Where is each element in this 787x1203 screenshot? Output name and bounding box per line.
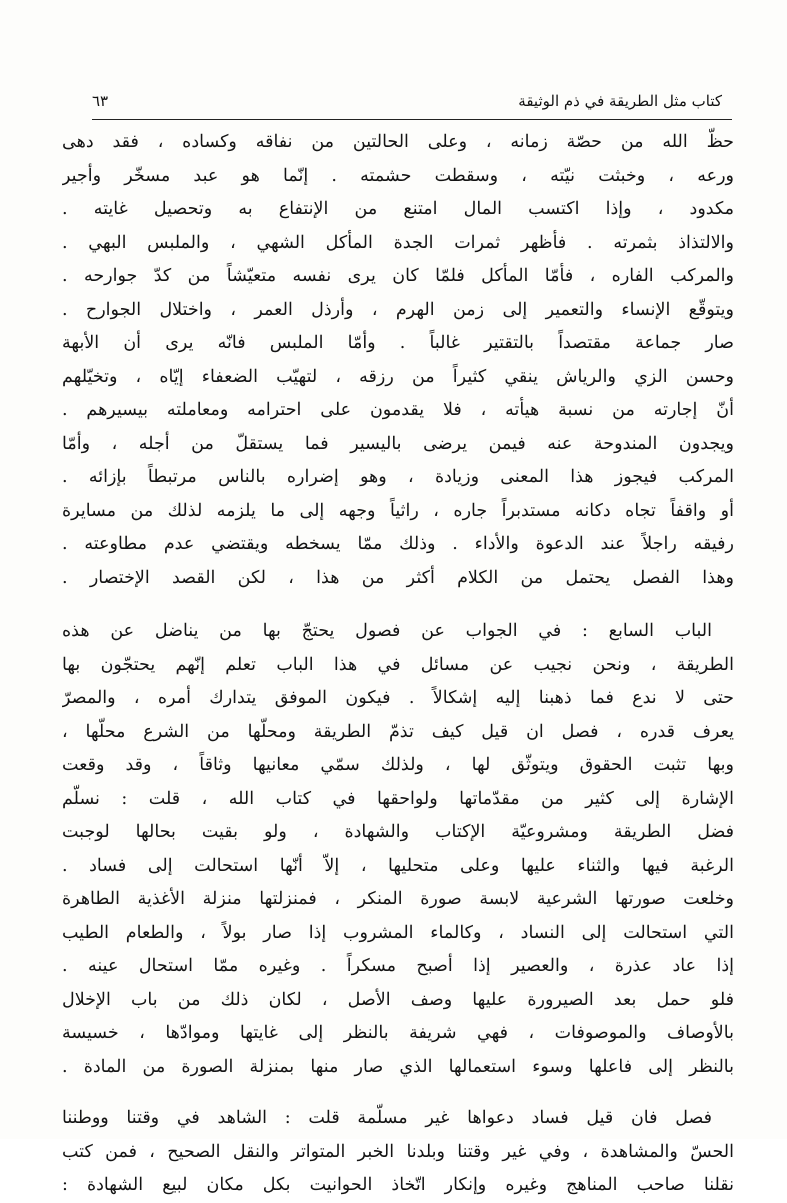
text-line: فصل فان قيل فساد دعواها غير مسلّمة قلت : الشاهد في وقتنا ووطننا xyxy=(62,1108,712,1128)
paragraph-2 xyxy=(62,615,734,1084)
text-line: ويتوقّع الإنساء والتعمير إلى زمن الهرم ، وأرذل العمر ، واختلال الجوارح . xyxy=(62,299,734,320)
paragraph-gap xyxy=(62,1084,734,1102)
text-line: وحسن الزي والرياش ينقي كثيراً من رزقه ، لتهيّب الضعفاء إيّاه ، وتخيّلهم xyxy=(62,366,734,387)
text-line: الحسّ والمشاهدة ، وفي غير وقتنا وبلدنا الخبر المتواتر والنقل الصحيح ، فمن كتب xyxy=(62,1141,734,1162)
text-line: الطريقة ، ونحن نجيب عن مسائل في هذا الباب تعلم إنّهم يحتجّون بها xyxy=(62,654,734,675)
paragraph-gap xyxy=(62,595,734,615)
text-line: والمركب الفاره ، فأمّا المأكل فلمّا كان يرى نفسه متعيّشاً من كدّ جوارحه . xyxy=(62,266,734,286)
header-rule xyxy=(92,119,732,120)
page-number: ٦٣ xyxy=(92,92,109,110)
body-text xyxy=(62,126,734,1203)
chapter-heading-line: الباب السابع : في الجواب عن فصول يحتجّ بها من يناضل عن هذه xyxy=(62,621,712,641)
text-line: بالأوصاف والموصوفات ، فهي شريفة بالنظر إلى غايتها وموادّها ، خسيسة xyxy=(62,1023,734,1043)
text-line: وهذا الفصل يحتمل من الكلام أكثر من هذا ، لكن القصد الإختصار . xyxy=(62,567,734,588)
paragraph-1 xyxy=(62,126,734,595)
text-line: وخلعت صورتها الشرعية لابسة صورة المنكر ، فمنزلتها منزلة الأغذية الطاهرة xyxy=(62,889,734,909)
text-line: إذا عاد عذرة ، والعصير إذا أصبح مسكراً . وغيره ممّا استحال عينه . xyxy=(62,956,734,976)
text-line: بالنظر إلى فاعلها وسوء استعمالها الذي صار منها بمنزلة الصورة من المادة . xyxy=(62,1056,734,1077)
text-line: ويجدون المندوحة عنه فيمن يرضى باليسير فما يستقلّ من أجله ، وأمّا xyxy=(62,433,734,454)
running-header xyxy=(92,92,722,118)
text-line: حتى لا ندع فما ذهبنا إليه إشكالاً . فيكون الموفق يتدارك أمره ، والمصرّ xyxy=(62,688,734,708)
text-line: أو واقفاً تجاه دكانه مستدبراً جاره ، راثياً وجهه إلى ما يلزمه لذلك من مسايرة xyxy=(62,500,734,521)
text-line: الإشارة إلى كثير من مقدّماتها ولواحقها في كتاب الله ، قلت : نسلّم xyxy=(62,788,734,809)
book-title: كتاب مثل الطريقة في ذم الوثيقة xyxy=(518,92,722,110)
text-line: يعرف قدره ، فصل ان قيل كيف تذمّ الطريقة ومحلّها من الشرع محلّها ، xyxy=(62,721,734,742)
text-line: رفيقه راجلاً عند الدعوة والأداء . وذلك ممّا يسخطه ويقتضي عدم مطاوعته . xyxy=(62,534,734,554)
text-line: وبها تثبت الحقوق ويتوثّق لها ، ولذلك سمّي معانيها وثاقاً ، وقد وقعت xyxy=(62,755,734,775)
text-line: المركب فيجوز هذا المعنى وزيادة ، وهو إضراره بالناس مرتبطاً بإزائه . xyxy=(62,467,734,487)
text-line: نقلنا صاحب المناهج وغيره وإنكار اتّخاذ الحوانيت بكل مكان لبيع الشهادة : xyxy=(62,1175,734,1195)
paragraph-3 xyxy=(62,1102,734,1203)
text-line: والالتذاذ بثمرته . فأظهر ثمرات الجدة المأكل الشهي ، والملبس البهي . xyxy=(62,232,734,253)
text-line: أنّ إجارته من نسبة هيأته ، فلا يقدمون على احترامه ومعاملته بيسيرهم . xyxy=(62,400,734,420)
text-line: التي استحالت إلى النساد ، وكالماء المشروب إذا صار بولاً ، والطعام الطيب xyxy=(62,922,734,943)
text-line: ورعه ، وخبثت نيّته ، وسقطت حشمته . إنّما هو عبد مسخّر وأجير xyxy=(62,165,734,186)
text-line: فلو حمل بعد الصيرورة عليها وصف الأصل ، لكان ذلك من باب الإخلال xyxy=(62,989,734,1010)
text-line: مكدود ، وإذا اكتسب المال امتنع من الإنتفاع به وتحصيل غايته . xyxy=(62,199,734,219)
text-line: صار جماعة مقتصداً بالتقتير غالباً . وأمّا الملبس فانّه يرى أن الأبهة xyxy=(62,333,734,353)
text-line: فضل الطريقة ومشروعيّة الإكتاب والشهادة ، ولو بقيت بحالها لوجبت xyxy=(62,822,734,842)
text-line: الرغبة فيها والثناء عليها وعلى متحليها ، إلاّ أنّها استحالت إلى فساد . xyxy=(62,855,734,876)
text-line: حظّ الله من حصّة زمانه ، وعلى الحالتين من نفاقه وكساده ، فقد دهى xyxy=(62,132,734,152)
